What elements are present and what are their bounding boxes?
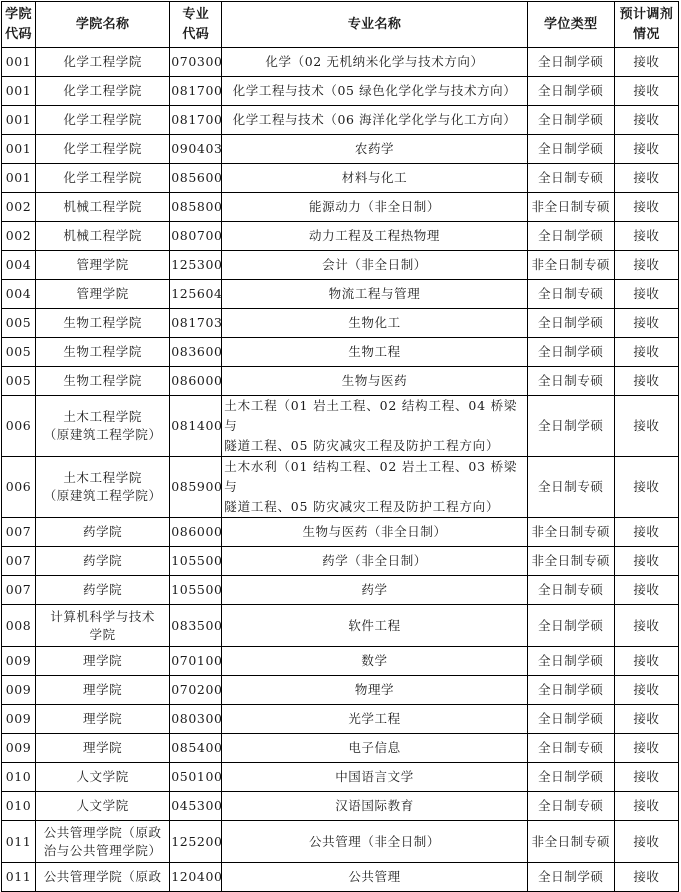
table-row [2,135,679,164]
header-status: 预计调剂 情况 [614,2,678,48]
college-code-cell: 002 [2,193,36,222]
college-name-cell-line1: 土木工程学院 [63,470,142,485]
college-name-cell-line2: 治与公共管理学院） [43,842,162,858]
college-name-cell-line1: 计算机科学与技术 [50,608,156,624]
major-name-cell-line1: 土木工程（01 岩土工程、02 结构工程、04 桥梁与 [224,398,518,433]
degree-type-cell: 全日制学硕 [527,338,614,367]
college-code-cell: 005 [2,367,36,396]
college-code-cell: 005 [2,309,36,338]
college-code-cell: 008 [2,605,36,647]
degree-type-cell: 全日制专硕 [527,367,614,396]
major-code-cell: 086000 [170,518,222,547]
major-code-cell: 070200 [170,676,222,705]
status-cell: 接收 [614,547,678,576]
college-code-cell: 010 [2,792,36,821]
header-row [2,2,679,48]
college-name-cell: 理学院 [36,705,170,734]
college-code-cell: 006 [2,457,36,518]
status-cell: 接收 [614,705,678,734]
major-code-cell: 125200 [170,821,222,863]
major-code-cell: 050100 [170,763,222,792]
status-cell: 接收 [614,48,678,77]
status-cell: 接收 [614,164,678,193]
degree-type-cell: 全日制专硕 [527,164,614,193]
major-name-cell: 化学工程与技术（06 海洋化学化学与化工方向） [222,106,527,135]
college-code-cell: 005 [2,338,36,367]
table-row [2,338,679,367]
major-code-cell: 070300 [170,48,222,77]
degree-type-cell: 全日制专硕 [527,457,614,518]
major-name-cell: 光学工程 [222,705,527,734]
table-row [2,396,679,457]
major-code-cell: 083600 [170,338,222,367]
status-cell: 接收 [614,457,678,518]
header-major-code: 专业 代码 [170,2,222,48]
major-name-cell: 电子信息 [222,734,527,763]
major-name-cell: 化学（02 无机纳米化学与技术方向） [222,48,527,77]
degree-type-cell: 非全日制专硕 [527,193,614,222]
status-cell: 接收 [614,193,678,222]
degree-type-cell: 全日制学硕 [527,106,614,135]
status-cell: 接收 [614,647,678,676]
major-name-cell [222,396,527,457]
major-name-cell [222,457,527,518]
major-name-cell-line1: 土木水利（01 结构工程、02 岩土工程、03 桥梁与 [224,459,518,494]
status-cell: 接收 [614,77,678,106]
college-name-cell: 机械工程学院 [36,193,170,222]
major-code-cell: 090403 [170,135,222,164]
major-name-cell: 材料与化工 [222,164,527,193]
degree-type-cell: 全日制学硕 [527,605,614,647]
major-name-cell: 物流工程与管理 [222,280,527,309]
status-cell: 接收 [614,135,678,164]
degree-type-cell: 全日制学硕 [527,647,614,676]
major-name-cell: 数学 [222,647,527,676]
major-name-cell: 生物与医药 [222,367,527,396]
status-cell: 接收 [614,763,678,792]
status-cell: 接收 [614,518,678,547]
college-code-cell: 004 [2,280,36,309]
college-code-cell: 011 [2,863,36,892]
college-name-cell-line2: （原建筑工程学院） [43,488,162,503]
major-name-cell-line2: 隧道工程、05 防灾减灾工程及防护工程方向） [224,438,500,453]
college-code-cell: 010 [2,763,36,792]
college-code-cell: 004 [2,251,36,280]
degree-type-cell: 非全日制专硕 [527,251,614,280]
major-name-cell: 公共管理（非全日制） [222,821,527,863]
status-cell: 接收 [614,367,678,396]
degree-type-cell: 全日制学硕 [527,222,614,251]
table-row [2,309,679,338]
table-row [2,792,679,821]
major-code-cell: 120400 [170,863,222,892]
status-cell: 接收 [614,676,678,705]
college-code-cell: 006 [2,396,36,457]
college-name-cell: 机械工程学院 [36,222,170,251]
major-name-cell: 能源动力（非全日制） [222,193,527,222]
table-row [2,676,679,705]
major-name-cell-line2: 隧道工程、05 防灾减灾工程及防护工程方向） [224,499,500,514]
major-code-cell: 081700 [170,77,222,106]
major-code-cell: 105500 [170,576,222,605]
major-code-cell: 125300 [170,251,222,280]
college-name-cell: 化学工程学院 [36,164,170,193]
college-name-cell: 管理学院 [36,251,170,280]
college-name-cell: 人文学院 [36,792,170,821]
major-code-cell: 080700 [170,222,222,251]
college-code-cell: 009 [2,676,36,705]
college-name-cell-line1: 土木工程学院 [63,409,142,424]
degree-type-cell: 全日制学硕 [527,763,614,792]
major-code-cell: 125604 [170,280,222,309]
college-name-cell [36,605,170,647]
major-code-cell: 045300 [170,792,222,821]
status-cell: 接收 [614,396,678,457]
major-code-cell: 081400 [170,396,222,457]
college-name-cell: 理学院 [36,647,170,676]
table-row [2,576,679,605]
status-cell: 接收 [614,576,678,605]
table-row [2,763,679,792]
college-name-cell [36,821,170,863]
college-name-cell-line2: 学院 [89,626,116,642]
college-code-cell: 001 [2,135,36,164]
degree-type-cell: 全日制学硕 [527,863,614,892]
status-cell: 接收 [614,309,678,338]
college-code-cell: 002 [2,222,36,251]
college-code-cell: 001 [2,164,36,193]
college-code-cell: 009 [2,647,36,676]
college-code-cell: 007 [2,576,36,605]
table-row [2,518,679,547]
degree-type-cell: 全日制学硕 [527,309,614,338]
college-name-cell: 公共管理学院（原政 [36,863,170,892]
degree-type-cell: 非全日制专硕 [527,547,614,576]
college-name-cell: 理学院 [36,676,170,705]
table-row [2,77,679,106]
college-code-cell: 001 [2,77,36,106]
college-code-cell: 001 [2,106,36,135]
major-code-cell: 080300 [170,705,222,734]
status-cell: 接收 [614,338,678,367]
header-major-name: 专业名称 [222,2,527,48]
major-code-cell: 085800 [170,193,222,222]
table-row [2,821,679,863]
degree-type-cell: 全日制专硕 [527,280,614,309]
table-row [2,547,679,576]
status-cell: 接收 [614,863,678,892]
adjustment-table [1,1,679,892]
major-name-cell: 软件工程 [222,605,527,647]
table-row [2,222,679,251]
college-code-cell: 009 [2,734,36,763]
table-row [2,863,679,892]
college-name-cell: 人文学院 [36,763,170,792]
degree-type-cell: 全日制学硕 [527,135,614,164]
major-name-cell: 物理学 [222,676,527,705]
status-cell: 接收 [614,106,678,135]
degree-type-cell: 全日制专硕 [527,792,614,821]
table-row [2,457,679,518]
status-cell: 接收 [614,734,678,763]
status-cell: 接收 [614,280,678,309]
college-name-cell: 生物工程学院 [36,309,170,338]
major-code-cell: 085900 [170,457,222,518]
degree-type-cell: 全日制专硕 [527,734,614,763]
college-code-cell: 001 [2,48,36,77]
degree-type-cell: 全日制学硕 [527,48,614,77]
college-code-cell: 007 [2,547,36,576]
major-code-cell: 086000 [170,367,222,396]
status-cell: 接收 [614,222,678,251]
status-cell: 接收 [614,821,678,863]
major-name-cell: 药学 [222,576,527,605]
degree-type-cell: 全日制学硕 [527,77,614,106]
degree-type-cell: 全日制学硕 [527,396,614,457]
college-name-cell [36,457,170,518]
major-name-cell: 药学（非全日制） [222,547,527,576]
table-row [2,647,679,676]
major-name-cell: 中国语言文学 [222,763,527,792]
table-row [2,705,679,734]
college-name-cell-line2: （原建筑工程学院） [43,427,162,442]
major-name-cell: 汉语国际教育 [222,792,527,821]
major-code-cell: 070100 [170,647,222,676]
college-name-cell: 管理学院 [36,280,170,309]
major-name-cell: 化学工程与技术（05 绿色化学化学与技术方向） [222,77,527,106]
major-code-cell: 081703 [170,309,222,338]
college-name-cell: 药学院 [36,547,170,576]
header-degree-type: 学位类型 [527,2,614,48]
major-name-cell: 农药学 [222,135,527,164]
table-row [2,106,679,135]
major-code-cell: 081700 [170,106,222,135]
major-code-cell: 105500 [170,547,222,576]
college-name-cell [36,396,170,457]
major-code-cell: 085400 [170,734,222,763]
table-row [2,193,679,222]
college-name-cell: 理学院 [36,734,170,763]
college-name-cell: 生物工程学院 [36,367,170,396]
college-name-cell: 药学院 [36,518,170,547]
college-name-cell: 化学工程学院 [36,48,170,77]
degree-type-cell: 非全日制专硕 [527,821,614,863]
major-name-cell: 公共管理 [222,863,527,892]
status-cell: 接收 [614,251,678,280]
degree-type-cell: 全日制专硕 [527,576,614,605]
major-name-cell: 会计（非全日制） [222,251,527,280]
major-name-cell: 动力工程及工程热物理 [222,222,527,251]
degree-type-cell: 全日制学硕 [527,676,614,705]
table-row [2,48,679,77]
college-name-cell: 化学工程学院 [36,77,170,106]
major-code-cell: 085600 [170,164,222,193]
college-name-cell: 化学工程学院 [36,106,170,135]
college-name-cell: 生物工程学院 [36,338,170,367]
college-name-cell: 药学院 [36,576,170,605]
header-college-name: 学院名称 [36,2,170,48]
college-name-cell: 化学工程学院 [36,135,170,164]
table-row [2,164,679,193]
degree-type-cell: 全日制学硕 [527,705,614,734]
major-name-cell: 生物化工 [222,309,527,338]
college-code-cell: 011 [2,821,36,863]
major-code-cell: 083500 [170,605,222,647]
status-cell: 接收 [614,605,678,647]
table-row [2,734,679,763]
table-body [2,48,679,892]
major-name-cell: 生物与医药（非全日制） [222,518,527,547]
college-code-cell: 007 [2,518,36,547]
status-cell: 接收 [614,792,678,821]
degree-type-cell: 非全日制专硕 [527,518,614,547]
college-code-cell: 009 [2,705,36,734]
table-row [2,251,679,280]
table-row [2,367,679,396]
header-college-code: 学院 代码 [2,2,36,48]
college-name-cell-line1: 公共管理学院（原政 [43,824,162,840]
table-row [2,605,679,647]
major-name-cell: 生物工程 [222,338,527,367]
table-row [2,280,679,309]
